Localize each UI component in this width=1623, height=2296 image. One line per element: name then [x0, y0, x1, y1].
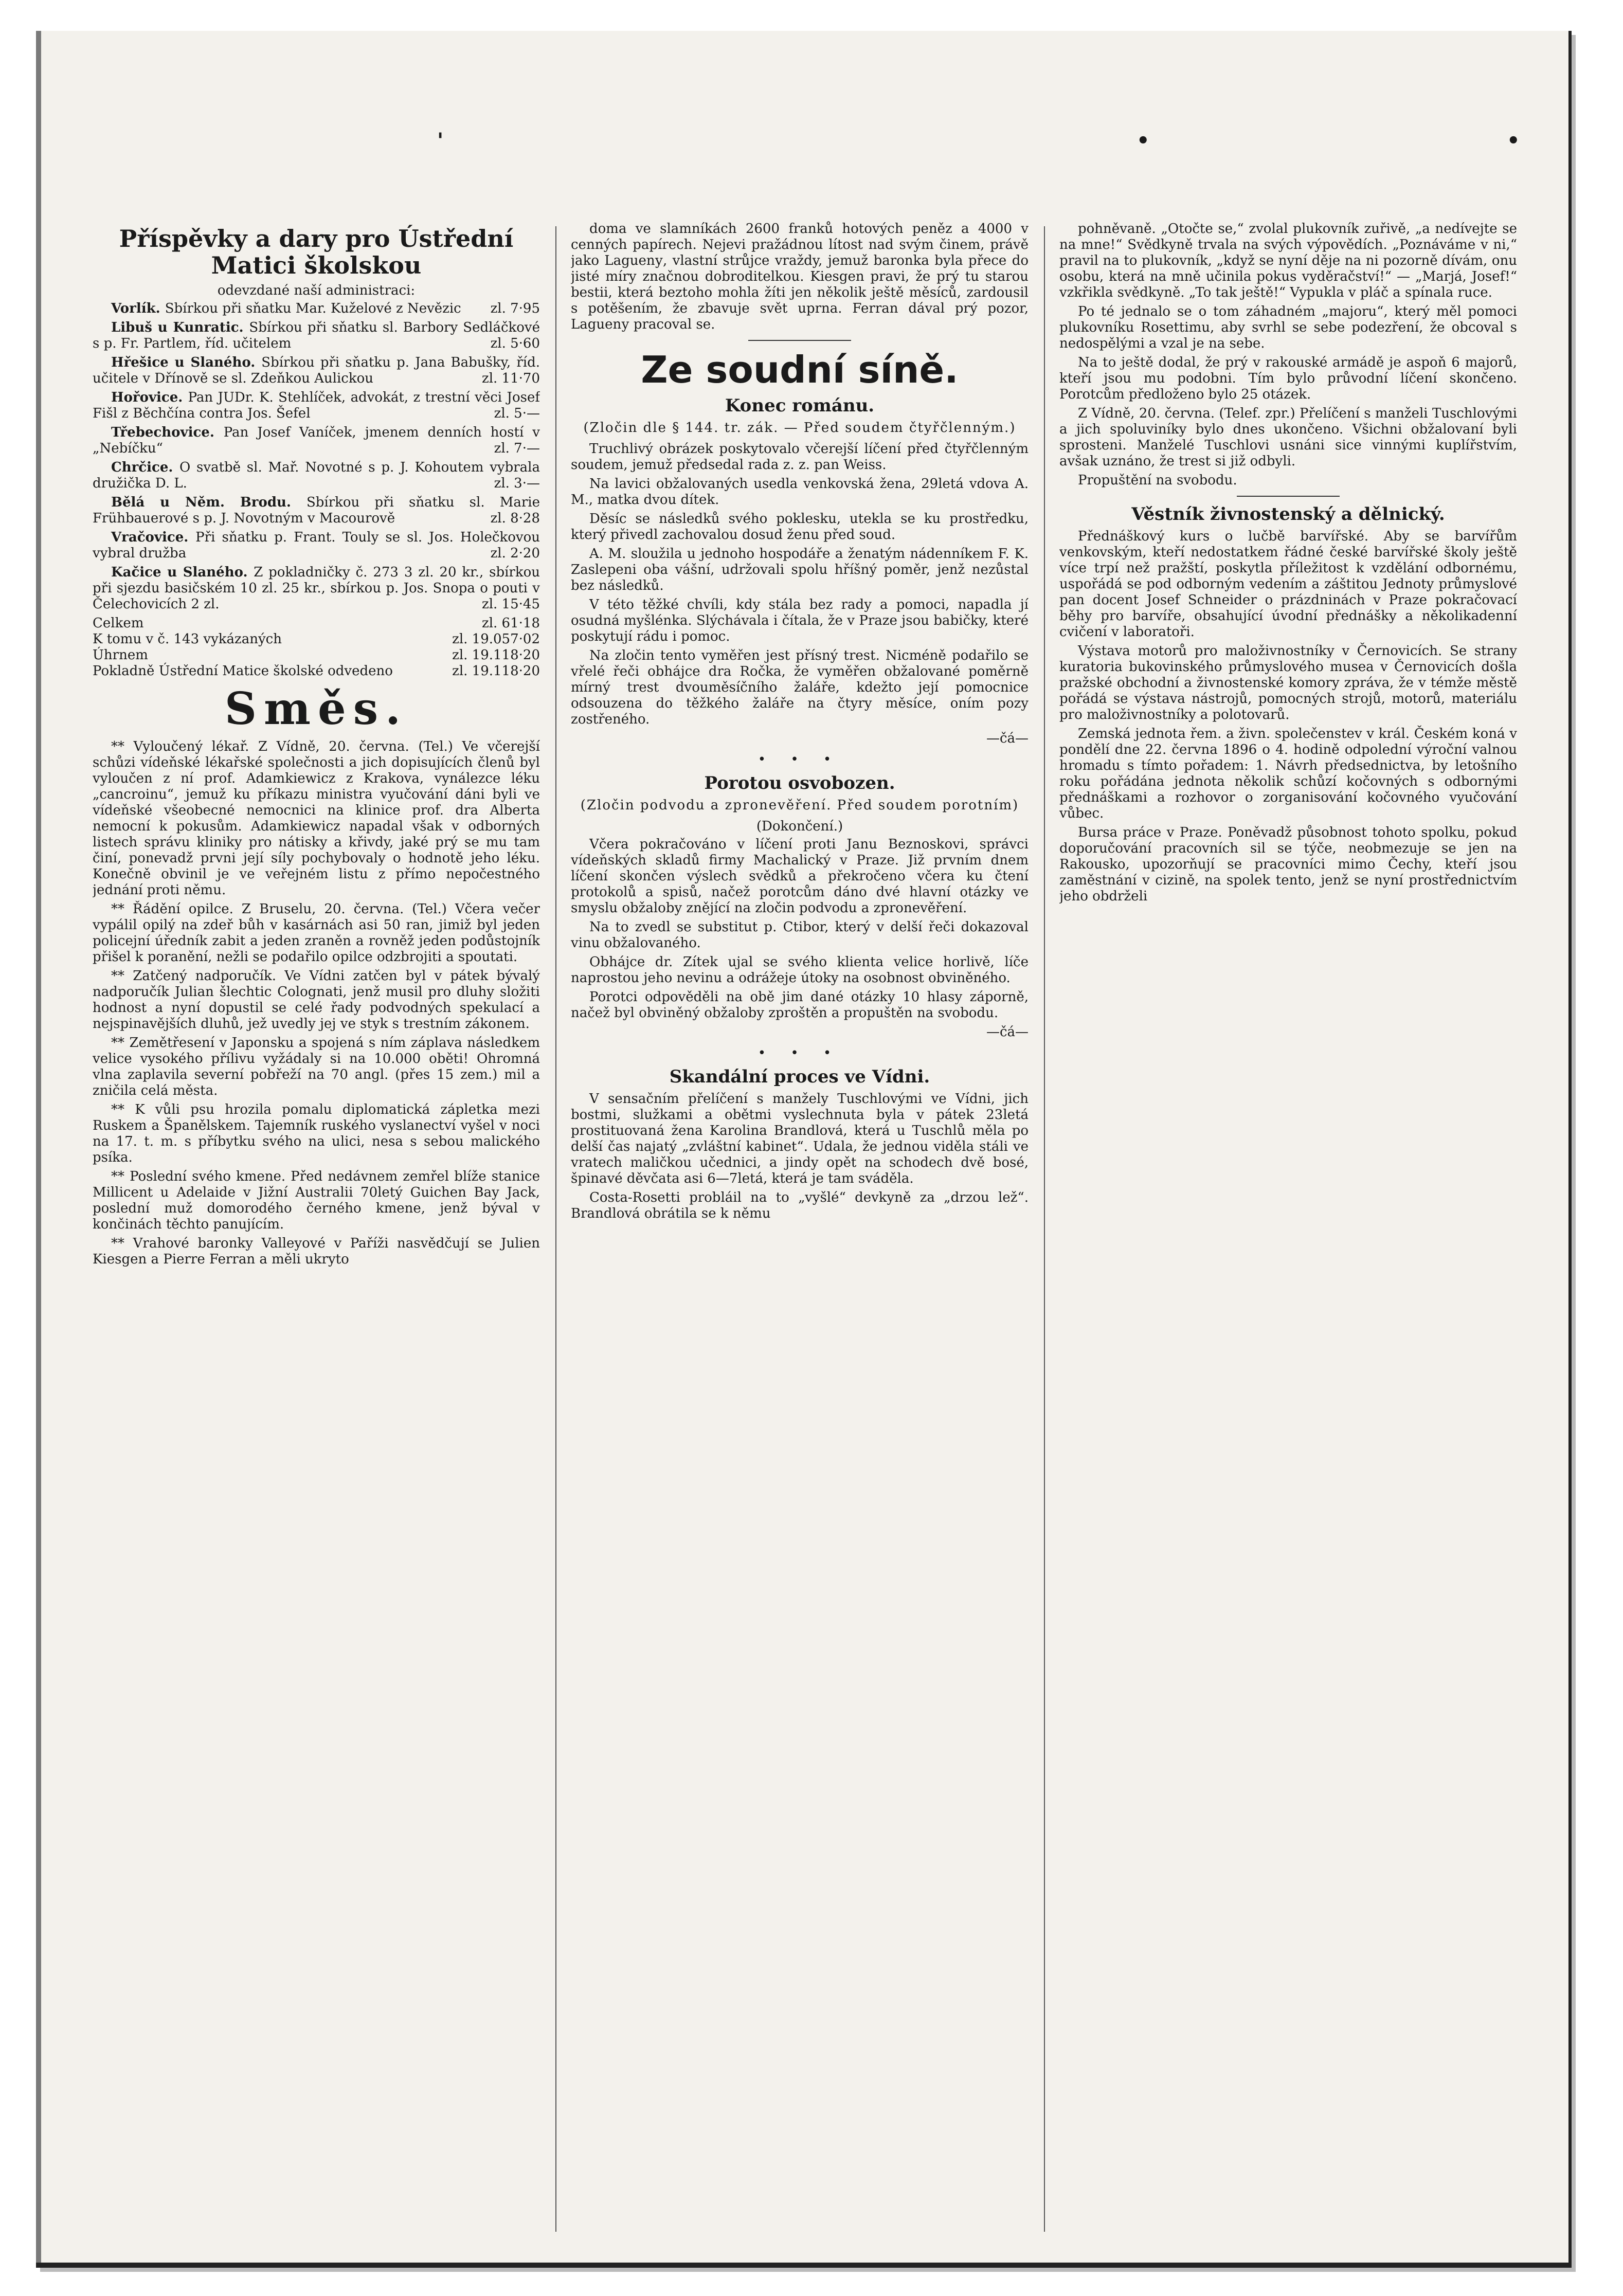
donor-entry	[93, 565, 540, 612]
donor-text: Sbírkou při sňatku Mar. Kuželové z Nevězic	[165, 301, 461, 316]
margin-mark: '	[437, 129, 444, 153]
article-paragraph: Na to ještě dodal, že prý v rakouské armádě je aspoň 6 majorů, kteří jsou mu podobni. Tím bylo průvodní líčení skončeno. Porotcům předloženo bylo 25 otázek.	[1059, 355, 1517, 402]
article-paragraph: Po té jednalo se o tom záhadném „majoru“, který měl pomoci plukovníku Rosettimu, aby svrhl se sebe podezření, že obcoval s nedospělými a vzal je na sebe.	[1059, 304, 1517, 351]
article-paragraph: Z Vídně, 20. června. (Telef. zpr.) Přelíčení s manželi Tuschlovými a jich spoluviníky bylo dnes ukončeno. Všichni obžalovaní byli sprosteni. Manželé Tuschlovi usnáni sice vinnými kuplířstvím, avšak uznáno, že trest si již odbyli.	[1059, 406, 1517, 469]
continued-paragraph: doma ve slamníkách 2600 franků hotových peněz a 4000 v cenných papírech. Nejevi pražádnou lítost nad svým činem, právě jako Laguenу, vlastní strůjce vraždy, jemuž baronka byla přece do jisté míry značnou dobroditelkou. Kiesgen pravi, že prý tu starou bestii, která beztoho mohla žíti jen několik ještě měsíců, zardousil s potěšením, že zbavuje svět uprna. Ferran dával prý pozor, Laguenу pracoval se.	[571, 221, 1029, 332]
newspaper-page	[36, 31, 1572, 2268]
donor-text: Při sňatku p. Frant. Touly se sl. Jos. Holečkovou vybral družba	[93, 530, 540, 561]
trade-article: Bursa práce v Praze. Poněvadž působnost tohoto spolku, pokud doporučování pracovních sil se týče, neobmezuje se jen na Rakousko, upozorňují se pracovníci mimo Čechy, kteří jsou zaměstnání v cizině, na spolek tento, jenž se nyní prostřednictvím jeho obdrželi	[1059, 825, 1517, 904]
smes-article: ** Zatčený nadporučík. Ve Vídni zatčen byl v pátek bývalý nadporučík Julian šlechtic Colognati, jenž musil pro dluhy složiti hodnost a nyní dopustil se celé řady podvodných spekulací a nejspinavějších dluhů, jež uvedly jej ve styk s trestním zákonem.	[93, 968, 540, 1032]
donor-place: Vorlík.	[111, 301, 165, 316]
donations-subtitle: odevzdané naší administraci:	[217, 283, 416, 298]
donor-text: Z pokladničky č. 273 3 zl. 20 kr., sbírkou při sjezdu basičském 10 zl. 25 kr., sbírkou p. Jos. Snopa o pouti v Čelechovicích 2 zl.	[93, 565, 540, 612]
divider	[748, 340, 851, 341]
handed-row: Pokladně Ústřední Matice školské odvedeno zl. 19.118·20	[93, 663, 540, 679]
article-title: Konec románu.	[725, 395, 875, 416]
donor-amount: zl. 5·60	[490, 336, 540, 351]
article-paragraph: Na zločin tento vyměřen jest přísný trest. Nicméně podařilo se vřelé řeči obhájce dra Ročka, že vyměřen obžalované poměrně mírný trest dvouměsíčního žaláře, kdežto její pomocnice odsouzena do těžkého žaláře na čtyry měsíce, oním pozy zostřeného.	[571, 648, 1029, 727]
donor-entry	[93, 320, 540, 352]
donor-amount: zl. 2·20	[490, 546, 540, 561]
donor-amount: zl. 5·—	[494, 406, 540, 421]
smes-articles	[93, 739, 540, 1268]
article-title: Porotou osvobozen.	[704, 773, 895, 793]
article-paragraph: Na to zvedl se substitut p. Ctibor, který v delší řeči dokazoval vinu obžalovaného.	[571, 919, 1029, 951]
donor-entry	[93, 460, 540, 492]
trade-article: Zemská jednota řem. a živn. společenstev v král. Českém koná v pondělí dne 22. června 1896 o 4. hodině odpolední výroční valnou hromadu s tímto pořadem: 1. Návrh předsednictva, by letošního roku pořádána jednota několik schůzí kočovných s odbornými přednáškami a rozhovor o zorganisování kočovného vyučování vůbec.	[1059, 726, 1517, 821]
donor-amount: zl. 7·—	[494, 441, 540, 456]
article-continuation: (Dokončení.)	[756, 819, 843, 834]
article-paragraph: A. M. sloužila u jednoho hospodáře a ženatým nádenníkem F. K. Zaslepeni oba vášní, udržovali spolu hříšný poměr, jenž nezůstal bez následků.	[571, 546, 1029, 593]
donations-title: Příspěvky a dary pro Ústřední Matici školskou	[119, 225, 514, 279]
article-paragraph: Costa-Rosetti probláil na to „vyšlé“ devkyně za „drzou lež“. Brandlová obrátila se k němu	[571, 1190, 1029, 1221]
donor-entry	[93, 390, 540, 422]
separator: • • •	[758, 1045, 842, 1061]
article-title: Skandální proces ve Vídni.	[669, 1066, 930, 1087]
column-3	[1059, 221, 1517, 2247]
donor-text: Sbírkou při sňatku sl. Barbory Sedláčkové s p. Fr. Partlem, říd. učitelem	[93, 320, 540, 351]
article-paragraph: Obhájce dr. Zítek ujal se svého klienta velice horlivě, líče naprostou jeho nevinu a odrážeje útoky na osobnost obviněného.	[571, 954, 1029, 986]
donor-amount: zl. 8·28	[490, 511, 540, 526]
separator: • • •	[758, 752, 842, 767]
sum-row: Úhrnem zl. 19.118·20	[93, 647, 540, 663]
article-paragraph: Na lavici obžalovaných usedla venkovská žena, 29letá vdova A. M., matka dvou dítek.	[571, 476, 1029, 508]
article-paragraph: V sensačním přelíčení s manžely Tuschlovými ve Vídni, jich bostmi, služkami a obětmi vyslechnuta byla v pátek 23letá prostituovaná žena Karolina Brandlová, která u Tuschlů měla po delší čas najatý „zvláštní kabinet“. Udala, že jednou viděla stáli ve vratech maličkou učednici, a jindy opět na schodech dvě bosé, špinavé děvčata asi 6—7letá, která je tam sváděla.	[571, 1091, 1029, 1186]
smes-article: ** Vyloučený lékař. Z Vídně, 20. června. (Tel.) Ve včerejší schůzi vídeňské lékařské společnosti a jich dopisujících členů byl vyloučen z ní prof. Adamkiewicz z Krakova, vynálezce léku „cancroinu“, jemuž ku příkazu ministra vyučování dáni byli ve vídeňské všeobecné nemocnici na klinice prof. dra Alberta nemocní k pokusům. Adamkiewicz napadal však v odborných listech správu kliniky pro nátisky a křivdy, jaké prý se mu tam činí, ponevadž prvni její síly pochybovaly o hodnotě jeho léku. Konečně obvinil je ve veřejném listu z přímo nepočestného jednání proti němu.	[93, 739, 540, 898]
donor-amount: zl. 15·45	[482, 596, 540, 612]
article-paragraph: V této těžké chvíli, kdy stála bez rady a pomoci, napadla jí osudná myšlénka. Slýchávala i čítala, že v Praze jsou babičky, které poskytují rádu i pomoc.	[571, 597, 1029, 644]
smes-article: ** K vůli psu hrozila pomalu diplomatická zápletka mezi Ruskem a Španělskem. Tajemník ruského vyslanectví vyšel v noci na 17. t. m. s příbytku svého na ulici, nesa s sebou malického psíka.	[93, 1102, 540, 1165]
trade-article: Přednáškový kurs o lučbě barvířské. Aby se barvířům venkovským, kteří nedostatkem řádné české barvířské školy ještě více trpí než pražští, poskytla příležitost k vzdělání odbornému, uspořádá se pod odborným vedením a záštitou Jednoty průmyslové pan docent Josef Schneider o prázdninách v Praze pokračovací běhy pro barvíře, obsahující úvodní přednášky a několikadenní cvičení v laboratoři.	[1059, 529, 1517, 640]
donor-text: Sbírkou při sňatku sl. Marie Frühbauerové s p. J. Novotným v Macourově	[93, 495, 540, 526]
margin-mark: •	[1507, 129, 1520, 153]
donor-place: Vračovice.	[111, 530, 196, 545]
donor-entry	[93, 425, 540, 457]
page-edge	[36, 31, 41, 2263]
donor-list	[93, 301, 540, 612]
smes-article: ** Zemětřesení v Japonsku a spojená s ním záplava následkem velice vysokého přílivu vyžádaly si na 10.000 oběti! Ohromná vlna zaplavila severní pobřeží na 70 angl. (přes 15 zem.) mil a zničila celá města.	[93, 1035, 540, 1098]
smes-title: Směs.	[224, 683, 408, 735]
previous-row: K tomu v č. 143 vykázaných zl. 19.057·02	[93, 631, 540, 647]
article-paragraph: Včera pokračováno v líčení proti Janu Beznoskovi, správci vídeňských skladů firmy Machalický v Praze. Již prvním dnem líčení skončen výslech svědků a překročeno včera ku čtení protokolů a spisů, načež porotcům dáno dvé hlavní otázky ve smyslu obžaloby znějící na zločin podvodu a zpronevěření.	[571, 837, 1029, 916]
donor-place: Chrčice.	[111, 460, 179, 475]
donor-text: Pan Josef Vaníček, jmenem denních hostí v „Nebíčku“	[93, 425, 540, 456]
donor-place: Bělá u Něm. Brodu.	[111, 495, 306, 510]
article-signature: —čá—	[986, 1024, 1029, 1040]
donor-entry	[93, 355, 540, 387]
smes-article: ** Poslední svého kmene. Před nedávnem zemřel blíže stanice Millicent u Adelaide v Jižní Australii 70letý Guichen Bay Jack, poslední muž domorodého černého kmene, jenž býval v končinách těchto panujícím.	[93, 1169, 540, 1232]
article-body	[571, 837, 1029, 1021]
article-paragraph: Truchlivý obrázek poskytovalo včerejší líčení před čtyřčlenným soudem, jemuž předsedal rada z. z. pan Weiss.	[571, 441, 1029, 473]
court-section-title: Ze soudní síně.	[641, 348, 959, 391]
column-rule	[555, 226, 556, 2232]
donor-entry	[93, 301, 540, 317]
donor-amount: zl. 3·—	[494, 476, 540, 491]
smes-article: ** Řádění opilce. Z Bruselu, 20. června. (Tel.) Včera večer vypálil opilý na zdeř bůh v kasárnách asi 50 ran, jimiž byl jeden policejní úředník zabit a jeden zraněn a rovněž jeden podůstojník přišel k poranění, nežli se podařilo opilce odzbrojiti a spoutati.	[93, 901, 540, 965]
column-rule	[1044, 226, 1045, 2232]
smes-article: ** Vrahové baronky Valleyové v Paříži nasvědčují se Julien Kiesgen a Pierre Ferran a měli ukryto	[93, 1236, 540, 1267]
margin-mark: •	[1137, 129, 1150, 153]
article-body	[571, 441, 1029, 728]
article-body	[571, 1091, 1029, 1222]
divider	[1237, 496, 1340, 497]
donor-text: Sbírkou při sňatku p. Jana Babušky, říd. učitele v Dřínově se sl. Zdeňkou Aulickou	[93, 355, 540, 386]
article-signature: —čá—	[986, 731, 1029, 746]
total-row: Celkem zl. 61·18	[93, 616, 540, 631]
article-subtitle: (Zločin dle § 144. tr. zák. — Před soudem čtyřčlenným.)	[583, 420, 1016, 436]
column-1	[93, 221, 540, 2247]
donor-place: Hořovice.	[111, 390, 188, 405]
article-paragraph: Porotci odpověděli na obě jim dané otázky 10 hlasy záporně, načež byl obviněný obžaloby zproštěn a propuštěn na svobodu.	[571, 989, 1029, 1021]
column-2	[571, 221, 1029, 2247]
trade-section-title: Věstník živnostenský a dělnický.	[1131, 504, 1445, 525]
trade-article: Výstava motorů pro maloživnostníky v Černovicích. Se strany kuratoria bukovinského průmyslového musea v Černovicích došla pražské obchodní a živnostenské komory zpráva, že v témže městě pořádá se výstava nástrojů, pomocných strojů, motorů, materiálu pro maloživnostníky a polotovarů.	[1059, 643, 1517, 722]
article-subtitle: (Zločin podvodu a zpronevěření. Před soudem porotním)	[580, 798, 1019, 813]
donor-amount: zl. 11·70	[482, 371, 540, 386]
article-body	[1059, 529, 1517, 905]
article-paragraph: Děsíc se následků svého poklesku, utekla se ku prostředku, který přivedl zachovalou dosud ženu před soud.	[571, 511, 1029, 543]
donor-amount: zl. 7·95	[490, 301, 540, 316]
donor-place: Libuš u Kunratic.	[111, 320, 249, 335]
donor-entry	[93, 530, 540, 562]
donor-text: O svatbě sl. Mař. Novotné s p. J. Kohoutem vybrala družička D. L.	[93, 460, 540, 491]
donor-text: Pan JUDr. K. Stehlíček, advokát, z trestní věci Josef Fišl z Běchčína contra Jos. Šefel	[93, 390, 540, 421]
article-body	[1059, 221, 1517, 489]
donor-place: Hřešice u Slaného.	[111, 355, 262, 370]
donor-place: Kačice u Slaného.	[111, 565, 254, 580]
article-paragraph: pohněvaně. „Otočte se,“ zvolal plukovník zuřivě, „a nedívejte se na mne!“ Svědkyně trvala na svých výpovědích. „Poznáváme v ni,“ pravil na to plukovník, „když se nyní děje na ni pozorně dívám, onu osobu, která na mně učinila pokus vyděračství!“ — „Marjá, Josef!“ vzkřikla svědkyně. „To tak ještě!“ Vypukla v pláč a spínala ruce.	[1059, 221, 1517, 300]
donor-entry	[93, 495, 540, 527]
donor-place: Třebechovice.	[111, 425, 224, 440]
article-paragraph: Propuštění na svobodu.	[1078, 473, 1237, 488]
